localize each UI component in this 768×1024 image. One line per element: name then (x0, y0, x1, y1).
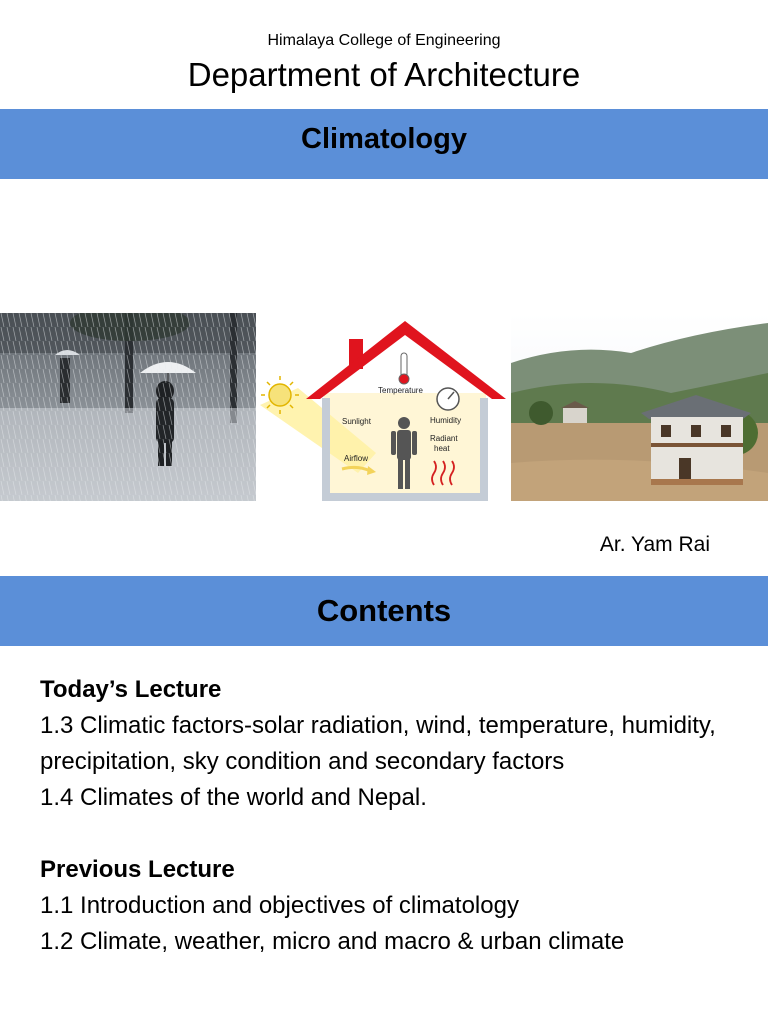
rain-photo (0, 313, 256, 501)
course-banner (0, 109, 768, 179)
contents-title: Contents (316, 593, 452, 628)
previous-heading: Previous Lecture (40, 856, 235, 883)
temperature-label: Temperature (378, 386, 423, 395)
humidity-label: Humidity (430, 416, 462, 425)
author-name: Ar. Yam Rai (599, 533, 710, 556)
sunlight-label: Sunlight (342, 417, 371, 426)
previous-item: 1.2 Climate, weather, micro and macro & urban climate (40, 928, 625, 955)
contents-list (40, 672, 740, 960)
radiant-label: Radiant (430, 434, 458, 443)
course-title: Climatology (301, 122, 467, 155)
airflow-label: Airflow (344, 454, 369, 463)
today-item: 1.4 Climates of the world and Nepal. (40, 784, 427, 811)
contents-banner (0, 576, 768, 646)
college-name: Himalaya College of Engineering (267, 32, 501, 49)
heat-label: heat (434, 444, 450, 453)
previous-item: 1.1 Introduction and objectives of climatology (40, 892, 519, 919)
today-heading: Today’s Lecture (40, 676, 222, 703)
house-climate-diagram (258, 313, 506, 501)
today-item: 1.3 Climatic factors-solar radiation, wind, temperature, humidity, precipitation, sky condition and secondary factors (40, 712, 716, 775)
village-house-photo (511, 313, 768, 501)
department-title: Department of Architecture (187, 56, 581, 93)
